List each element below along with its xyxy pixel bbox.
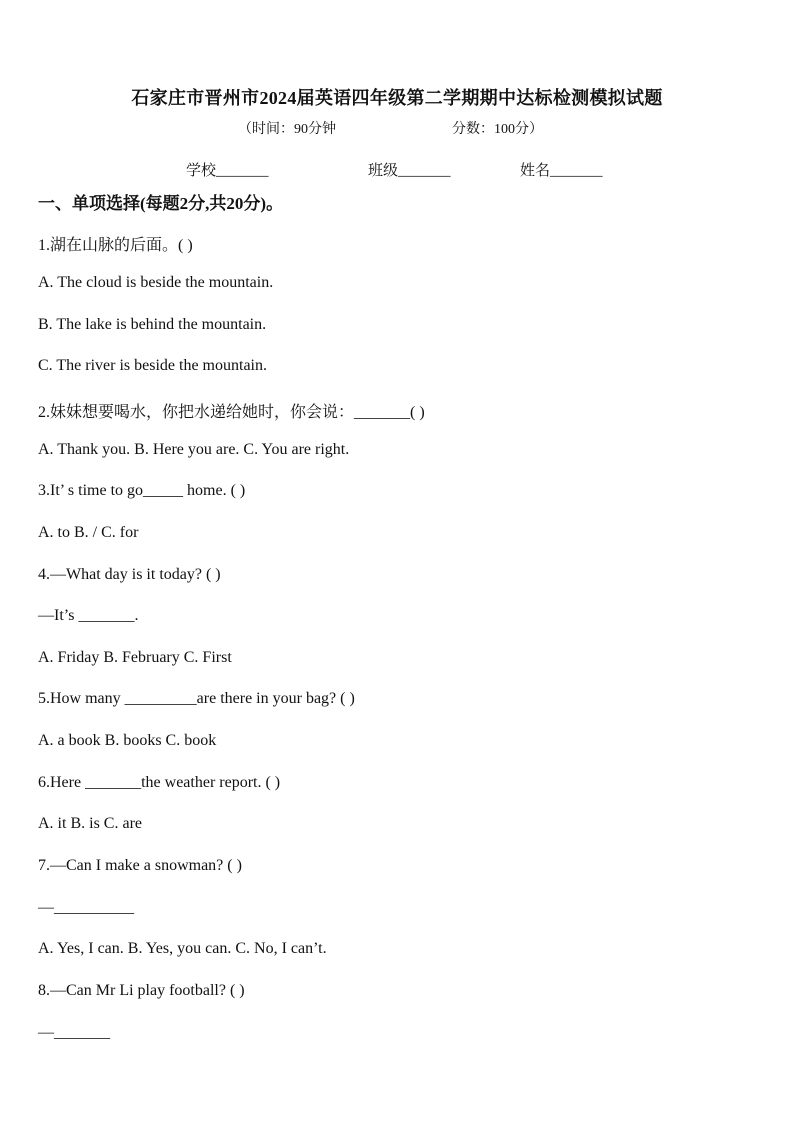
question-1: 1.湖在山脉的后面。( ) [38,237,193,254]
page-title: 石家庄市晋州市2024届英语四年级第二学期期中达标检测模拟试题 [131,88,663,108]
q6-options: A. it B. is C. are [38,815,142,832]
exam-score: 分数：100分） [452,122,543,137]
q7-options: A. Yes, I can. B. Yes, you can. C. No, I can’t. [38,940,327,957]
question-4: 4.—What day is it today? ( ) [38,566,221,583]
q1-option-c: C. The river is beside the mountain. [38,357,267,374]
q3-options: A. to B. / C. for [38,524,139,541]
q1-option-a: A. The cloud is beside the mountain. [38,274,274,291]
question-7: 7.—Can I make a snowman? ( ) [38,857,242,874]
q4-answer-line: —It’s _______. [38,607,139,624]
q7-answer-line: —__________ [38,899,134,916]
question-5: 5.How many _________are there in your bag? ( ) [38,690,355,707]
class-field: 班级_______ [368,163,451,179]
question-2: 2.妹妹想要喝水，你把水递给她时，你会说：_______( ) [38,404,425,421]
exam-time: （时间：90分钟 [238,122,336,137]
school-field: 学校_______ [186,163,269,179]
question-3: 3.It’ s time to go_____ home. ( ) [38,482,246,499]
question-8: 8.—Can Mr Li play football? ( ) [38,982,245,999]
q1-option-b: B. The lake is behind the mountain. [38,316,267,333]
question-6: 6.Here _______the weather report. ( ) [38,774,281,791]
q2-options: A. Thank you. B. Here you are. C. You are right. [38,441,350,458]
name-field: 姓名_______ [520,163,603,179]
section-heading: 一、单项选择(每题2分,共20分)。 [38,194,284,213]
q5-options: A. a book B. books C. book [38,732,217,749]
q4-options: A. Friday B. February C. First [38,649,232,666]
q8-answer-line: —_______ [38,1024,110,1041]
